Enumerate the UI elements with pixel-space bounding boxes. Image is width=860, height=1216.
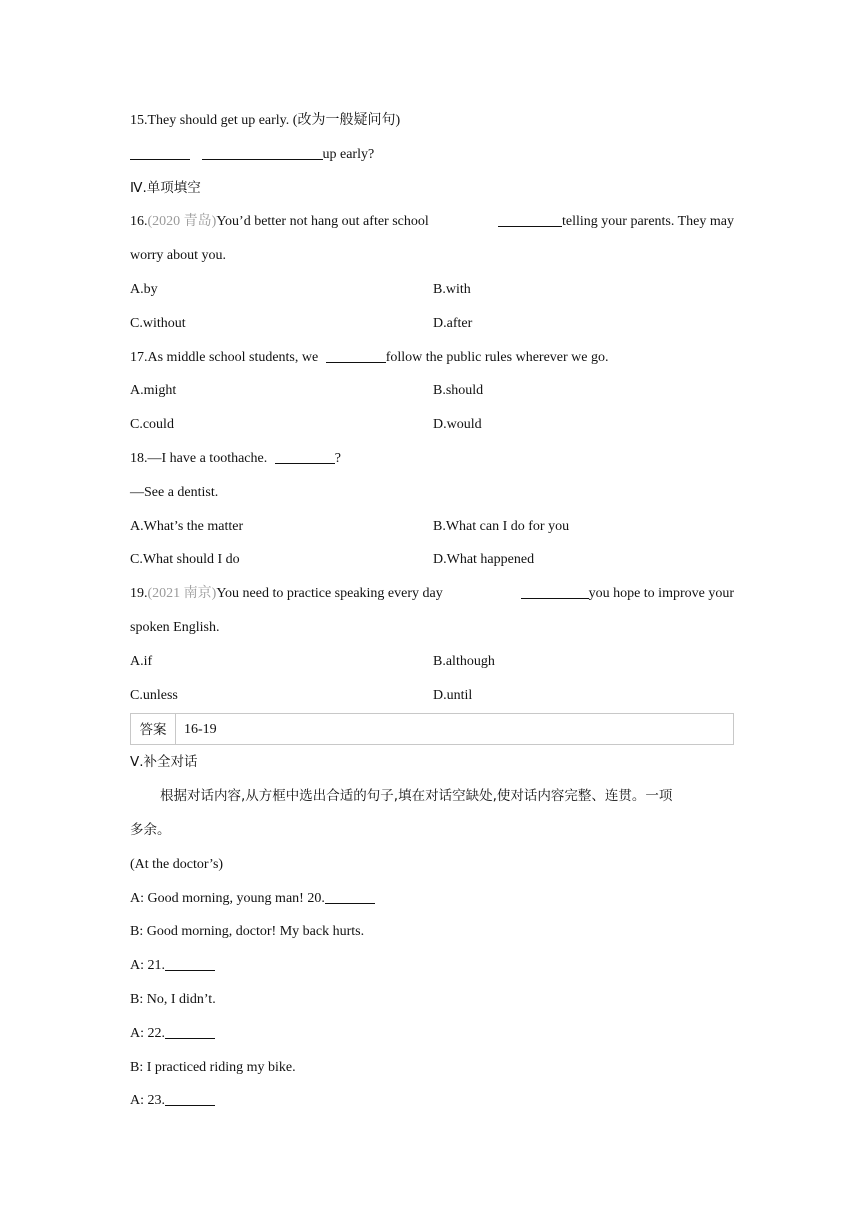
answer-blank[interactable]: [165, 1021, 215, 1039]
worksheet-page: [130, 104, 734, 1118]
option-b: B.although: [433, 653, 495, 669]
answer-blank[interactable]: [130, 142, 190, 160]
dialogue-text: A: 23.: [130, 1093, 165, 1109]
options-row: [130, 679, 734, 713]
answer-blank[interactable]: [202, 142, 323, 160]
question-18: [130, 442, 734, 476]
question-number: 19.: [130, 586, 148, 602]
question-18-text-before: 18.—I have a toothache.: [130, 450, 268, 466]
question-source: (2020 青岛): [147, 214, 217, 230]
options-row: [130, 374, 734, 408]
options-row: [130, 408, 734, 442]
section-5-title: Ⅴ.补全对话: [130, 754, 198, 771]
answer-blank[interactable]: [326, 345, 386, 363]
option-a: A.if: [130, 653, 153, 669]
question-19-text-after: you hope to improve your: [588, 586, 734, 602]
question-19-text-before: You need to practice speaking every day: [216, 586, 443, 602]
question-source: (2021 南京): [147, 586, 217, 602]
option-b: B.What can I do for you: [433, 518, 570, 534]
dialogue-line: [130, 882, 734, 916]
answer-label: 答案: [131, 714, 176, 744]
option-a: A.might: [130, 383, 177, 399]
option-a: A.by: [130, 281, 158, 297]
dialogue-line: B: No, I didn’t.: [130, 991, 216, 1007]
answer-value: 16-19: [184, 722, 217, 738]
answer-blank[interactable]: [521, 581, 589, 599]
question-16-text-before: You’d better not hang out after school: [216, 214, 429, 230]
option-b: B.with: [433, 281, 471, 297]
dialogue-line: [130, 1084, 734, 1118]
dialogue-text: A: Good morning, young man! 20.: [130, 890, 325, 906]
answer-box: [130, 713, 734, 745]
question-17-text-after: follow the public rules wherever we go.: [385, 349, 609, 365]
question-number: 16.: [130, 214, 148, 230]
dialogue-setting: (At the doctor’s): [130, 856, 224, 872]
question-19-line2: spoken English.: [130, 619, 220, 635]
option-d: D.What happened: [433, 552, 535, 568]
answer-blank[interactable]: [498, 209, 562, 227]
section-5-instruction-cont: 多余。: [130, 821, 171, 838]
answer-blank[interactable]: [165, 953, 215, 971]
section-4-title: Ⅳ.单项填空: [130, 179, 201, 196]
option-c: C.What should I do: [130, 552, 240, 568]
dialogue-text: A: 21.: [130, 958, 165, 974]
option-d: D.after: [433, 315, 473, 331]
options-row: [130, 645, 734, 679]
answer-blank[interactable]: [165, 1088, 215, 1106]
dialogue-line: B: I practiced riding my bike.: [130, 1059, 296, 1075]
dialogue-text: A: 22.: [130, 1025, 165, 1041]
section-5-instruction: 根据对话内容,从方框中选出合适的句子,填在对话空缺处,使对话内容完整、连贯。一项: [160, 788, 673, 805]
question-16-text-after: telling your parents. They may: [562, 214, 734, 230]
option-b: B.should: [433, 383, 484, 399]
question-16-line2: worry about you.: [130, 248, 227, 264]
dialogue-line: [130, 949, 734, 983]
option-d: D.would: [433, 417, 482, 433]
question-19: [130, 577, 734, 611]
question-16: [130, 205, 734, 239]
option-d: D.until: [433, 687, 473, 703]
question-18-text-after: ?: [334, 450, 341, 466]
answer-blank[interactable]: [325, 886, 375, 904]
options-row: [130, 543, 734, 577]
question-17: [130, 341, 734, 375]
question-17-text-before: 17.As middle school students, we: [130, 349, 319, 365]
question-15-text: 15.They should get up early. (改为一般疑问句): [130, 113, 401, 128]
dialogue-line: [130, 1017, 734, 1051]
options-row: [130, 273, 734, 307]
option-a: A.What’s the matter: [130, 518, 244, 534]
dialogue-line: B: Good morning, doctor! My back hurts.: [130, 924, 365, 940]
options-row: [130, 510, 734, 544]
option-c: C.without: [130, 315, 186, 331]
options-row: [130, 307, 734, 341]
question-15-answer-line: [130, 138, 734, 172]
question-15-suffix: up early?: [322, 146, 375, 162]
option-c: C.unless: [130, 687, 178, 703]
question-18-line2: —See a dentist.: [130, 484, 219, 500]
answer-blank[interactable]: [275, 446, 335, 464]
question-15: [130, 104, 734, 138]
option-c: C.could: [130, 417, 174, 433]
